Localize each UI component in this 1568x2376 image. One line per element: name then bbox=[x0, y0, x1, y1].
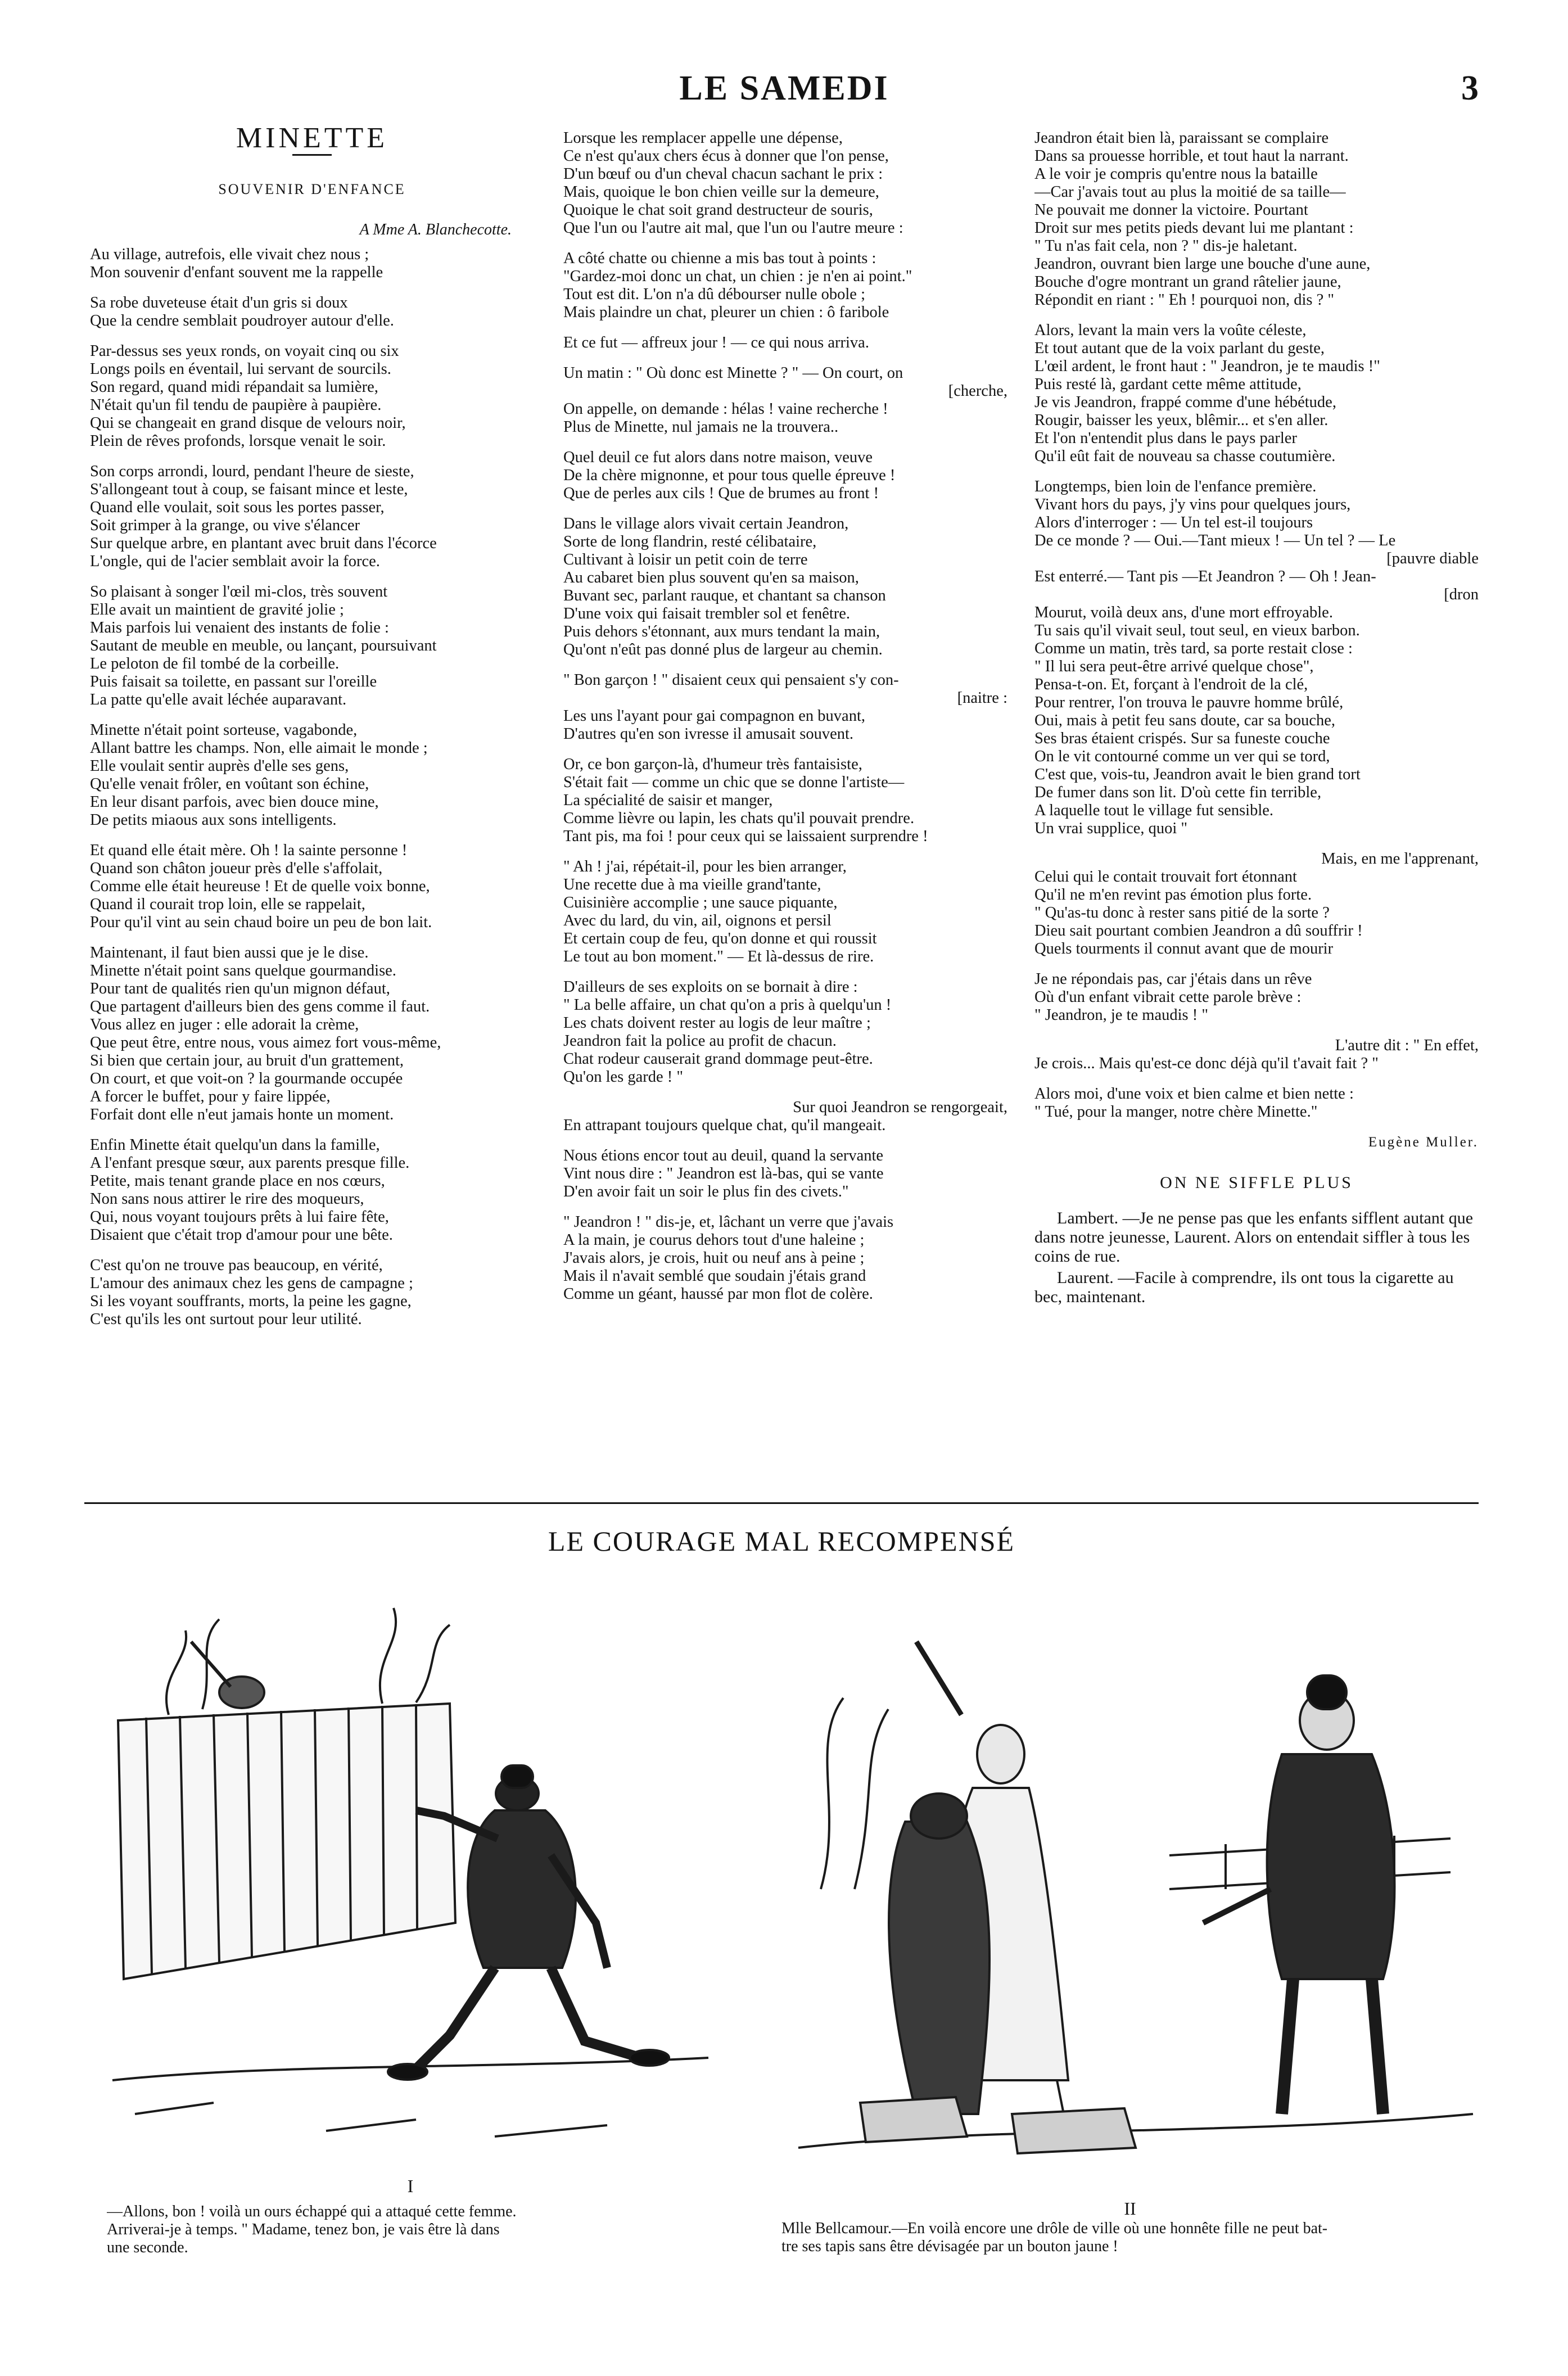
verse-line: Longtemps, bien loin de l'enfance première. bbox=[1034, 478, 1317, 495]
verse-line: D'en avoir fait un soir le plus fin des civets." bbox=[563, 1183, 849, 1200]
verse-line: N'était qu'un fil tendu de paupière à paupière. bbox=[90, 396, 382, 414]
verse-line: Droit sur mes petits pieds devant lui me plantant : bbox=[1034, 219, 1354, 237]
verse-line: Elle voulait sentir auprès d'elle ses gens, bbox=[90, 757, 349, 775]
verse-line: " Qu'as-tu donc à rester sans pitié de la sorte ? bbox=[1034, 904, 1330, 922]
verse-line: " La belle affaire, un chat qu'on a pris à quelqu'un ! bbox=[563, 996, 892, 1014]
verse-line: D'un bœuf ou d'un cheval chacun sachant le prix : bbox=[563, 165, 883, 183]
verse-line: Son corps arrondi, lourd, pendant l'heure de sieste, bbox=[90, 463, 414, 480]
column-1 bbox=[90, 122, 534, 1341]
verse-line: Une recette due à ma vieille grand'tante, bbox=[563, 876, 821, 893]
page-header bbox=[90, 69, 1479, 114]
verse-line: Puis resté là, gardant cette même attitude, bbox=[1034, 376, 1302, 393]
illustration-policeman-running bbox=[101, 1574, 720, 2165]
verse-line: [dron bbox=[1444, 586, 1479, 603]
verse-line: La spécialité de saisir et manger, bbox=[563, 792, 773, 809]
verse-line: Qu'ont n'eût pas donné plus de largeur au chemin. bbox=[563, 641, 883, 658]
verse-line: Sa robe duveteuse était d'un gris si doux bbox=[90, 294, 348, 311]
verse-line: Quels tourments il connut avant que de mourir bbox=[1034, 940, 1334, 957]
verse-line: D'une voix qui faisait trembler sol et fenêtre. bbox=[563, 605, 851, 622]
verse-line: Que partagent d'ailleurs bien des gens comme il faut. bbox=[90, 998, 430, 1015]
verse-line: Minette n'était point sorteuse, vagabonde, bbox=[90, 721, 358, 739]
verse-line: Bouche d'ogre montrant un grand râtelier jaune, bbox=[1034, 273, 1341, 291]
verse-line: Vous allez en juger : elle adorait la crème, bbox=[90, 1016, 359, 1033]
verse-line: Avec du lard, du vin, ail, oignons et persil bbox=[563, 912, 832, 929]
stanza bbox=[563, 1213, 1007, 1303]
verse-line: Je vis Jeandron, frappé comme d'une hébétude, bbox=[1034, 394, 1336, 411]
verse-line: Ses bras étaient crispés. Sur sa funeste couche bbox=[1034, 730, 1330, 747]
verse-line: " Tu n'as fait cela, non ? " dis-je haletant. bbox=[1034, 237, 1298, 255]
stanza bbox=[563, 978, 1007, 1086]
verse-line: Un vrai supplice, quoi " bbox=[1034, 820, 1188, 837]
verse-line: Enfin Minette était quelqu'un dans la famille, bbox=[90, 1136, 380, 1154]
verse-line: Qui se changeait en grand disque de velours noir, bbox=[90, 414, 406, 432]
verse-line: Chat rodeur causerait grand dommage peut-être. bbox=[563, 1050, 873, 1068]
verse-line: " Il lui sera peut-être arrivé quelque chose", bbox=[1034, 658, 1314, 675]
verse-line: Qu'il ne m'en revint pas émotion plus forte. bbox=[1034, 886, 1312, 904]
verse-line: A la main, je courus dehors tout d'une haleine ; bbox=[563, 1231, 865, 1249]
verse-line: S'allongeant tout à coup, se faisant mince et leste, bbox=[90, 481, 408, 498]
verse-line: Forfait dont elle n'eut jamais honte un moment. bbox=[90, 1106, 394, 1123]
stanza bbox=[90, 944, 534, 1124]
verse-line: Répondit en riant : " Eh ! pourquoi non, dis ? " bbox=[1034, 291, 1335, 309]
stanza bbox=[90, 1257, 534, 1329]
verse-line: Tout est dit. L'on n'a dû débourser nulle obole ; bbox=[563, 286, 866, 303]
verse-line: Puis faisait sa toilette, en passant sur l'oreille bbox=[90, 673, 377, 690]
stanza bbox=[90, 342, 534, 450]
verse-line: Allant battre les champs. Non, elle aimait le monde ; bbox=[90, 739, 428, 757]
verse-line: Dans le village alors vivait certain Jeandron, bbox=[563, 515, 849, 532]
stanza bbox=[1034, 1037, 1479, 1073]
verse-line: Buvant sec, parlant rauque, et chantant sa chanson bbox=[563, 587, 886, 604]
verse-line: Disaient que c'était trop d'amour pour une bête. bbox=[90, 1226, 393, 1244]
verse-line: Un matin : " Où donc est Minette ? " — On court, on bbox=[563, 364, 903, 382]
verse-line: Rougir, baisser les yeux, blêmir... et s'en aller. bbox=[1034, 412, 1328, 429]
verse-line: Nous étions encor tout au deuil, quand la servante bbox=[563, 1147, 884, 1164]
stanza bbox=[563, 334, 1007, 352]
caption-line: Arriverai-je à temps. " Madame, tenez bon, je vais être là dans bbox=[107, 2221, 500, 2238]
verse-line: Qu'il eût fait de nouveau sa chasse coutumière. bbox=[1034, 448, 1336, 465]
stanza bbox=[563, 756, 1007, 846]
verse-line: Les chats doivent rester au logis de leur maître ; bbox=[563, 1014, 871, 1032]
verse-line: Par-dessus ses yeux ronds, on voyait cinq ou six bbox=[90, 342, 399, 360]
verse-line: A forcer le buffet, pour y faire lippée, bbox=[90, 1088, 331, 1105]
verse-line: S'était fait — comme un chic que se donne l'artiste— bbox=[563, 774, 905, 791]
verse-line: Je ne répondais pas, car j'étais dans un rêve bbox=[1034, 970, 1312, 988]
caption-number: II bbox=[1124, 2198, 1136, 2219]
verse-line: Jeandron était bien là, paraissant se complaire bbox=[1034, 129, 1329, 147]
verse-line: Vint nous dire : " Jeandron est là-bas, qui se vante bbox=[563, 1165, 884, 1182]
verse-line: Alors, levant la main vers la voûte céleste, bbox=[1034, 322, 1307, 339]
poem-dedication: A Mme A. Blanchecotte. bbox=[359, 221, 512, 238]
verse-line: Longs poils en éventail, lui servant de sourcils. bbox=[90, 360, 391, 378]
verse-line: Elle avait un maintient de gravité jolie ; bbox=[90, 601, 344, 618]
poem-author: Eugène Muller. bbox=[1368, 1135, 1479, 1150]
verse-line: Ce n'est qu'aux chers écus à donner que l'on pense, bbox=[563, 147, 889, 165]
article-paragraph: Lambert. —Je ne pense pas que les enfants sifflent autant que dans notre jeunesse, Laurent. Alors on entendait siffler à tous les coins de rue. bbox=[1034, 1209, 1474, 1266]
stanza bbox=[90, 294, 534, 330]
stanza bbox=[90, 1136, 534, 1244]
verse-line: Comme un géant, haussé par mon flot de colère. bbox=[563, 1285, 873, 1303]
verse-line: Comme elle était heureuse ! Et de quelle voix bonne, bbox=[90, 878, 430, 895]
stanza bbox=[1034, 850, 1479, 958]
stanza bbox=[563, 1147, 1007, 1201]
stanza bbox=[1034, 322, 1479, 466]
stanza bbox=[90, 842, 534, 932]
verse-line: On le vit contourné comme un ver qui se tord, bbox=[1034, 748, 1330, 765]
verse-line: L'œil ardent, le front haut : " Jeandron, je te maudis !" bbox=[1034, 358, 1380, 375]
verse-line: C'est que, vois-tu, Jeandron avait le bien grand tort bbox=[1034, 766, 1361, 783]
verse-line: Jeandron, ouvrant bien large une bouche d'une aune, bbox=[1034, 255, 1371, 273]
verse-line: Mais, quoique le bon chien veille sur la demeure, bbox=[563, 183, 879, 201]
caption-line: tre ses tapis sans être dévisagée par un bouton jaune ! bbox=[781, 2238, 1118, 2255]
poem-stanzas bbox=[563, 129, 1007, 1303]
verse-line: Maintenant, il faut bien aussi que je le dise. bbox=[90, 944, 369, 961]
verse-line: Plus de Minette, nul jamais ne la trouvera.. bbox=[563, 418, 839, 436]
stanza bbox=[90, 246, 534, 282]
verse-line: J'avais alors, je crois, huit ou neuf ans à peine ; bbox=[563, 1249, 865, 1267]
verse-line: Mais parfois lui venaient des instants de folie : bbox=[90, 619, 389, 636]
verse-line: La patte qu'elle avait léchée auparavant. bbox=[90, 691, 347, 708]
verse-line: De fumer dans son lit. D'où cette fin terrible, bbox=[1034, 784, 1322, 801]
verse-line: Oui, mais à petit feu sans doute, car sa bouche, bbox=[1034, 712, 1336, 729]
verse-line: En attrapant toujours quelque chat, qu'il mangeait. bbox=[563, 1117, 886, 1134]
verse-line: Puis dehors s'étonnant, aux murs tendant la main, bbox=[563, 623, 880, 640]
verse-line: [pauvre diable bbox=[1386, 550, 1479, 567]
cartoon-title: LE COURAGE MAL RECOMPENSÉ bbox=[548, 1525, 1015, 1557]
poem-subtitle: SOUVENIR D'ENFANCE bbox=[218, 181, 406, 197]
stanza bbox=[563, 1099, 1007, 1135]
poem-title: MINETTE bbox=[236, 122, 388, 154]
verse-line: —Car j'avais tout au plus la moitié de sa taille— bbox=[1034, 183, 1346, 201]
verse-line: Est enterré.— Tant pis —Et Jeandron ? — Oh ! Jean- bbox=[1034, 568, 1376, 585]
verse-line: " Tué, pour la manger, notre chère Minette." bbox=[1034, 1103, 1318, 1121]
verse-line: Et quand elle était mère. Oh ! la sainte personne ! bbox=[90, 842, 408, 859]
stanza bbox=[1034, 1085, 1479, 1121]
verse-line: A le voir je compris qu'entre nous la bataille bbox=[1034, 165, 1318, 183]
verse-line: Que la cendre semblait poudroyer autour d'elle. bbox=[90, 312, 394, 329]
stanza bbox=[1034, 478, 1479, 838]
stanza bbox=[1034, 129, 1479, 309]
verse-line: Et tout autant que de la voix parlant du geste, bbox=[1034, 340, 1325, 357]
verse-line: So plaisant à songer l'œil mi-clos, très souvent bbox=[90, 583, 388, 600]
verse-line: Jeandron fait la police au profit de chacun. bbox=[563, 1032, 837, 1050]
verse-line: Tant pis, ma foi ! pour ceux qui se laissaient surprendre ! bbox=[563, 828, 928, 845]
verse-line: Alors d'interroger : — Un tel est-il toujours bbox=[1034, 514, 1313, 531]
verse-line: Le peloton de fil tombé de la corbeille. bbox=[90, 655, 340, 672]
verse-line: Ne pouvait me donner la victoire. Pourtant bbox=[1034, 201, 1308, 219]
column-2 bbox=[563, 129, 1007, 1316]
verse-line: " Bon garçon ! " disaient ceux qui pensaient s'y con- bbox=[563, 671, 899, 689]
verse-line: Comme lièvre ou lapin, les chats qu'il pouvait prendre. bbox=[563, 810, 915, 827]
verse-line: Et certain coup de feu, qu'on donne et qui roussit bbox=[563, 930, 877, 947]
verse-line: On appelle, on demande : hélas ! vaine recherche ! bbox=[563, 400, 888, 418]
verse-line: Qu'on les garde ! " bbox=[563, 1068, 684, 1086]
verse-line: Que l'un ou l'autre ait mal, que l'un ou l'autre meure : bbox=[563, 219, 903, 237]
verse-line: Mais plaindre un chat, pleurer un chien : ô faribole bbox=[563, 304, 889, 321]
verse-line: Que de perles aux cils ! Que de brumes au front ! bbox=[563, 485, 879, 502]
verse-line: Pour qu'il vint au sein chaud boire un peu de bon lait. bbox=[90, 914, 432, 931]
stanza bbox=[563, 858, 1007, 966]
stanza bbox=[563, 250, 1007, 322]
verse-line: Mourut, voilà deux ans, d'une mort effroyable. bbox=[1034, 604, 1333, 621]
verse-line: Qu'elle venait frôler, en voûtant son échine, bbox=[90, 775, 369, 793]
verse-line: On court, et que voit-on ? la gourmande occupée bbox=[90, 1070, 403, 1087]
verse-line: A l'enfant presque sœur, aux parents presque fille. bbox=[90, 1154, 410, 1172]
verse-line: C'est qu'ils les ont surtout pour leur utilité. bbox=[90, 1311, 362, 1328]
verse-line: Lorsque les remplacer appelle une dépense, bbox=[563, 129, 843, 147]
verse-line: Où d'un enfant vibrait cette parole brève : bbox=[1034, 988, 1302, 1006]
caption-line: une seconde. bbox=[107, 2239, 188, 2256]
article-title: ON NE SIFFLE PLUS bbox=[1160, 1173, 1353, 1192]
caption-2 bbox=[781, 2220, 1484, 2256]
verse-line: Sur quelque arbre, en plantant avec bruit dans l'écorce bbox=[90, 535, 437, 552]
verse-line: Cuisinière accomplie ; une sauce piquante, bbox=[563, 894, 838, 911]
verse-line: Cultivant à loisir un petit coin de terre bbox=[563, 551, 808, 568]
verse-line: A laquelle tout le village fut sensible. bbox=[1034, 802, 1274, 819]
verse-line: Sautant de meuble en meuble, ou lançant, poursuivant bbox=[90, 637, 437, 654]
verse-line: L'autre dit : " En effet, bbox=[1335, 1037, 1479, 1054]
verse-line: Pour tant de qualités rien qu'un mignon défaut, bbox=[90, 980, 390, 997]
verse-line: D'ailleurs de ses exploits on se bornait à dire : bbox=[563, 978, 858, 996]
verse-line: Mais il n'avait semblé que soudain j'étais grand bbox=[563, 1267, 866, 1285]
verse-line: C'est qu'on ne trouve pas beaucoup, en vérité, bbox=[90, 1257, 383, 1274]
article-body bbox=[1034, 1209, 1479, 1307]
title-rule bbox=[292, 154, 332, 156]
section-rule bbox=[84, 1502, 1479, 1504]
verse-line: Qui, nous voyant toujours prêts à lui faire fête, bbox=[90, 1208, 389, 1226]
verse-line: [naitre : bbox=[957, 689, 1007, 707]
verse-line: Quand il courait trop loin, elle se rappelait, bbox=[90, 896, 365, 913]
verse-line: Sur quoi Jeandron se rengorgeait, bbox=[793, 1099, 1007, 1116]
page-number: 3 bbox=[1461, 69, 1479, 107]
verse-line: De petits miaous aux sons intelligents. bbox=[90, 811, 337, 829]
verse-line: Les uns l'ayant pour gai compagnon en buvant, bbox=[563, 707, 866, 725]
verse-line: Celui qui le contait trouvait fort étonnant bbox=[1034, 868, 1297, 886]
verse-line: Pensa-t-on. Et, forçant à l'endroit de la clé, bbox=[1034, 676, 1308, 693]
newspaper-title: LE SAMEDI bbox=[679, 69, 889, 107]
verse-line: Dieu sait pourtant combien Jeandron a dû souffrir ! bbox=[1034, 922, 1363, 939]
verse-line: Je crois... Mais qu'est-ce donc déjà qu'il t'avait fait ? " bbox=[1034, 1055, 1379, 1072]
verse-line: "Gardez-moi donc un chat, un chien : je n'en ai point." bbox=[563, 268, 912, 285]
verse-line: Quand son châton joueur près d'elle s'affolait, bbox=[90, 860, 383, 877]
verse-line: De ce monde ? — Oui.—Tant mieux ! — Un tel ? — Le bbox=[1034, 532, 1396, 549]
stanza bbox=[563, 515, 1007, 659]
verse-line: A côté chatte ou chienne a mis bas tout à points : bbox=[563, 250, 876, 267]
stanza bbox=[1034, 970, 1479, 1024]
verse-line: Comme un matin, très tard, sa porte restait close : bbox=[1034, 640, 1353, 657]
caption-line: Mlle Bellcamour.—En voilà encore une drôle de ville où une honnête fille ne peut bat- bbox=[781, 2220, 1328, 2237]
verse-line: Au village, autrefois, elle vivait chez nous ; bbox=[90, 246, 369, 263]
verse-line: Si bien que certain jour, au bruit d'un grattement, bbox=[90, 1052, 404, 1069]
verse-line: Tu sais qu'il vivait seul, tout seul, en vieux barbon. bbox=[1034, 622, 1360, 639]
caption-line: —Allons, bon ! voilà un ours échappé qui a attaqué cette femme. bbox=[107, 2203, 517, 2220]
verse-line: Dans sa prouesse horrible, et tout haut la narrant. bbox=[1034, 147, 1349, 165]
illustration-woman-and-policeman bbox=[776, 1574, 1484, 2193]
verse-line: Pour rentrer, l'on trouva le pauvre homme brûlé, bbox=[1034, 694, 1344, 711]
verse-line: Que peut être, entre nous, vous aimez fort vous-même, bbox=[90, 1034, 441, 1051]
verse-line: Plein de rêves profonds, lorsque venait le soir. bbox=[90, 432, 386, 450]
verse-line: Et l'on n'entendit plus dans le pays parler bbox=[1034, 430, 1297, 447]
verse-line: Petite, mais tenant grande place en nos cœurs, bbox=[90, 1172, 385, 1190]
verse-line: Son regard, quand midi répandait sa lumière, bbox=[90, 378, 378, 396]
verse-line: Quoique le chat soit grand destructeur de souris, bbox=[563, 201, 873, 219]
verse-line: Mais, en me l'apprenant, bbox=[1321, 850, 1479, 868]
stanza bbox=[90, 583, 534, 709]
verse-line: Le tout au bon moment." — Et là-dessus de rire. bbox=[563, 948, 874, 965]
verse-line: Alors moi, d'une voix et bien calme et bien nette : bbox=[1034, 1085, 1354, 1103]
verse-line: D'autres qu'en son ivresse il amusait souvent. bbox=[563, 725, 854, 743]
verse-line: " Ah ! j'ai, répétait-il, pour les bien arranger, bbox=[563, 858, 847, 875]
article-paragraph: Laurent. —Facile à comprendre, ils ont tous la cigarette au bec, maintenant. bbox=[1034, 1268, 1454, 1306]
verse-line: Au cabaret bien plus souvent qu'en sa maison, bbox=[563, 569, 859, 586]
poem-stanzas bbox=[90, 246, 534, 1329]
verse-line: L'amour des animaux chez les gens de campagne ; bbox=[90, 1275, 413, 1292]
caption-1 bbox=[107, 2203, 720, 2257]
stanza bbox=[563, 671, 1007, 743]
verse-line: Quel deuil ce fut alors dans notre maison, veuve bbox=[563, 449, 873, 466]
verse-line: Mon souvenir d'enfant souvent me la rappelle bbox=[90, 264, 383, 281]
verse-line: De la chère mignonne, et pour tous quelle épreuve ! bbox=[563, 467, 896, 484]
verse-line: Soit grimper à la grange, ou vive s'élancer bbox=[90, 517, 360, 534]
stanza bbox=[563, 364, 1007, 436]
stanza bbox=[90, 721, 534, 829]
verse-line: Or, ce bon garçon-là, d'humeur très fantaisiste, bbox=[563, 756, 862, 773]
verse-line: " Jeandron, je te maudis ! " bbox=[1034, 1006, 1208, 1024]
verse-line: Non sans nous attirer le rire des moqueurs, bbox=[90, 1190, 364, 1208]
verse-line: Si les voyant souffrants, morts, la peine les gagne, bbox=[90, 1293, 412, 1310]
verse-line: En leur disant parfois, avec bien douce mine, bbox=[90, 793, 379, 811]
verse-line: Minette n'était point sans quelque gourmandise. bbox=[90, 962, 396, 979]
verse-line: Sorte de long flandrin, resté célibataire, bbox=[563, 533, 817, 550]
stanza bbox=[90, 463, 534, 571]
caption-number: I bbox=[407, 2176, 414, 2196]
poem-stanzas bbox=[1034, 129, 1479, 1121]
stanza bbox=[563, 129, 1007, 237]
stanza bbox=[563, 449, 1007, 503]
column-3 bbox=[1034, 129, 1479, 1309]
verse-line: [cherche, bbox=[948, 382, 1007, 400]
verse-line: L'ongle, qui de l'acier semblait avoir la force. bbox=[90, 553, 380, 570]
verse-line: Quand elle voulait, soit sous les portes passer, bbox=[90, 499, 385, 516]
verse-line: Vivant hors du pays, j'y vins pour quelques jours, bbox=[1034, 496, 1351, 513]
verse-line: " Jeandron ! " dis-je, et, lâchant un verre que j'avais bbox=[563, 1213, 894, 1231]
verse-line: Et ce fut — affreux jour ! — ce qui nous arriva. bbox=[563, 334, 869, 351]
